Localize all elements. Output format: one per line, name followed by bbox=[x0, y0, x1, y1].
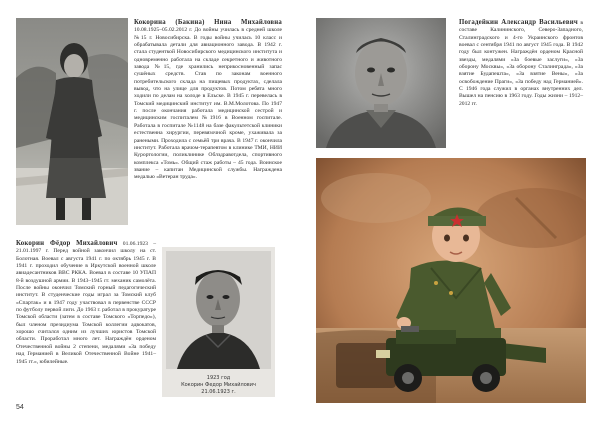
bio-soldier-name: Кокорин Фёдор Михайлович bbox=[16, 240, 118, 247]
page-number: 54 bbox=[16, 404, 24, 411]
bio-soldier-text: 01.06.1923 – 21.01.1997 г. Перед войной закончил школу на ст. Болотная. Воевал с августа 1941 г. по октябрь 1945 г. В 1941 г. проходил обучение в Иркутской военной школе авиадесантников ВВС РККА. Воевал в составе 10 УПАП 8-й воздушной армии. В 1943–1945 гг. механик самолёта. После войны окончил Томский горный педагогический институт. В студенческие годы играл за Томский клуб «Спартак» и в 1947 году участвовал в первенстве СССР по футболу первой лиги. До 1963 г. работал в прокуратуре Томской области (затем в составе Томского «Торпедо»), был членом президиума Томской коллегии адвокатов, хорошо считался одним из лучших юристов Томской области. Проработал много лет. Награждён орденом Отечественной войны 2 степени, медалями «За победу над Германией в Великой Отечественной Войне 1941–1945 гг.», юбилейные. bbox=[16, 241, 156, 365]
soldier-caption-line2: Кокорин Федор Михайлович bbox=[181, 382, 256, 388]
photo-child-in-uniform bbox=[316, 158, 586, 403]
bio-older-man-text: в составе Калининского, Северо-Западного, Сталинградского и 4-го Украинского фронтов воевал с сентября 1941 по август 1945 года. В 1942 году был контужен. Награждён орденом Красной звезды, медалями «За боевые заслуги», «За оборону Москвы», «За оборону Сталинграда», «За взятие Будапешта», «За взятие Вены», «За освобождение Праги», «За победу над Германией». С 1946 года служил в органах внутренних дел. Вышел на пенсию в 1963 году. Годы жизни – 1912–2012 гг. bbox=[459, 20, 584, 107]
bio-older-man bbox=[459, 19, 583, 151]
soldier-caption-line1: 1923 год bbox=[206, 375, 231, 381]
bio-woman-text: 10.08.1925–05.02.2012 г. До войны училась в средней школе №15 г. Новосибирска. В годы войны училась 10 класс и обрабатывала детали для авиационного завода. В 1942 г. стала студенткой Новосибирского медицинского института и одновременно работала на складе секретного и животного завода №15, где хранились неприкосновенный запас сушёных средств. Став по законам военного потребительского склада на пищевых продуктах, сделала вывод, что на улице для продуктов. Потом ребята много ходили по делам на холоде в Ельске. В 1945 г. перевелась в Томский медицинский институт им. В.М.Молотова. По 1947 г. после окончания работала медицинской сестрой и медицинским госпиталем №1916 в Военном госпитале. Работала в госпитале №1148 на базе факультетской клиники естественна хирургии, перевязочной кроме, ухаживала за ранеными. Проходила с семьёй три врача. В 1947 г. окончила институт. Работала врачом-терапевтом в клинике ТМИ, НИИ Курортологии, поликлинике Облздравотдела, спортивного комплекса «Томь». Общий стаж работы – 45 года. Воинское звание – капитан Медицинской службы. Награждена медалью «Ветеран труда». bbox=[134, 27, 282, 181]
photo-young-woman bbox=[16, 18, 128, 225]
bio-soldier bbox=[16, 240, 156, 402]
photo-older-man-portrait bbox=[316, 18, 446, 148]
bio-woman bbox=[134, 19, 282, 237]
bio-older-man-name: Погадейкин Александр Васильевич bbox=[459, 19, 578, 26]
bio-woman-name: Кокорина (Бакина) Нина Михайловна bbox=[134, 19, 282, 26]
photo-young-soldier bbox=[162, 247, 275, 397]
soldier-caption-line3: 21.06.1923 г. bbox=[201, 389, 236, 395]
